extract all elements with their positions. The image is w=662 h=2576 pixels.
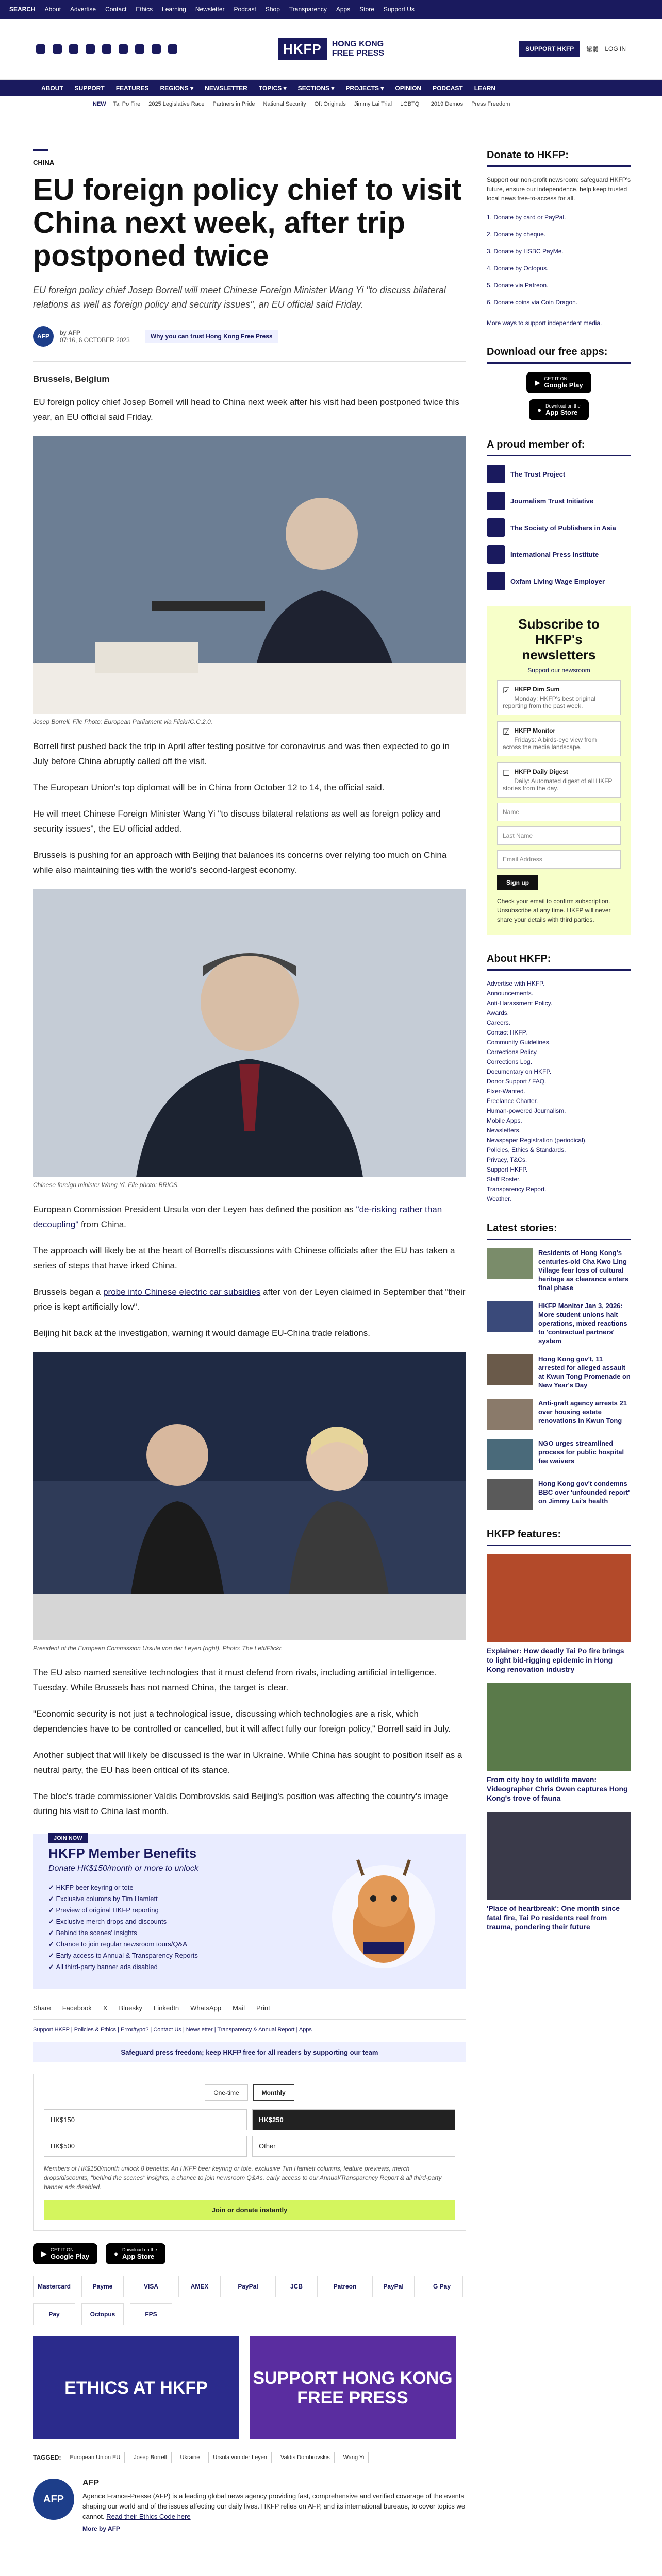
trending-link[interactable]: Partners in Pride — [212, 101, 255, 107]
benefit-item: ✓ Early access to Annual & Transparency Reports — [48, 1952, 198, 1960]
share-link[interactable]: LinkedIn — [154, 2004, 179, 2012]
about-links — [487, 979, 631, 1204]
payment-logo: Mastercard — [33, 2276, 75, 2297]
latest-story[interactable] — [487, 1248, 631, 1292]
about-link[interactable]: Privacy, T&Cs. — [487, 1156, 527, 1163]
caption-3: President of the European Commission Ursula von der Leyen (right). Photo: The Left/Flickr. — [33, 1645, 283, 1652]
author-bio — [82, 2491, 466, 2522]
site-header — [0, 19, 662, 80]
mascot-illustration — [322, 1855, 445, 1978]
newsletter-checkbox[interactable]: ☑ — [503, 687, 510, 696]
member-icon — [487, 572, 505, 590]
about-link[interactable]: Newspaper Registration (periodical). — [487, 1137, 587, 1144]
instagram-icon[interactable] — [69, 44, 78, 54]
latest-thumb — [487, 1354, 533, 1385]
latest-thumb — [487, 1301, 533, 1332]
nav-item[interactable]: NEWSLETTER — [205, 84, 247, 92]
trending-link[interactable]: Jimmy Lai Trial — [354, 101, 392, 107]
newsletter-option[interactable] — [497, 762, 621, 798]
logo-mark: HKFP — [278, 38, 327, 60]
tag-link[interactable]: Josep Borrell — [129, 2452, 171, 2463]
nav-item[interactable]: REGIONS ▾ — [160, 84, 194, 92]
about-link[interactable]: Weather. — [487, 1195, 511, 1202]
latest-title[interactable]: NGO urges streamlined process for public hospital fee waivers — [538, 1439, 624, 1465]
latest-title[interactable]: Hong Kong gov't condemns BBC over 'unfounded report' on Jimmy Lai's health — [538, 1480, 630, 1505]
amount-option[interactable]: HK$500 — [44, 2136, 247, 2157]
paragraph-3: The European Union's top diplomat will be in China from October 12 to 14, the official said. — [33, 783, 385, 792]
donate-text: Support our non-profit newsroom: safeguard HKFP's future, ensure our independence, help keep trusted local news free-to-access for all. — [487, 176, 631, 202]
latest-title[interactable]: HKFP Monitor Jan 3, 2026: More student unions halt operations, mixed reactions to 'contractual partners' system — [538, 1302, 627, 1345]
newsletter-name: HKFP Dim Sum — [514, 686, 560, 693]
author-box — [33, 2479, 466, 2532]
newsletter-option[interactable] — [497, 680, 621, 715]
feature-stories — [487, 1554, 631, 1931]
paragraph-8-a: Brussels began a — [33, 1287, 104, 1297]
facebook-icon[interactable] — [36, 44, 45, 54]
share-link[interactable]: Share — [33, 2004, 51, 2012]
paragraph-2: Borrell first pushed back the trip in April after testing positive for coronavirus and was then expected to go in July before China abruptly called off the visit. — [33, 741, 450, 766]
signup-note: Check your email to confirm subscription. Unsubscribe at any time. HKFP will never share your details with third parties. — [497, 897, 611, 923]
trending-link[interactable]: LGBTQ+ — [400, 101, 423, 107]
afp-logo[interactable]: AFP — [33, 2479, 74, 2520]
latest-story[interactable] — [487, 1301, 631, 1345]
paragraph-13: The bloc's trade commissioner Valdis Dombrovskis said Beijing's position was affecting the country's image during his visit to China last month. — [33, 1791, 448, 1816]
site-logo[interactable] — [201, 38, 461, 60]
benefit-item: ✓ All third-party banner ads disabled — [48, 1963, 198, 1971]
donate-widget — [33, 2074, 466, 2231]
about-link[interactable]: Announcements. — [487, 990, 534, 997]
nav-item[interactable]: OPINION — [395, 84, 422, 92]
donate-option[interactable]: 4. Donate by Octopus. — [487, 260, 631, 277]
email-input[interactable]: Email Address — [497, 850, 621, 869]
sidebar — [487, 149, 631, 1941]
sidebar-google-play[interactable] — [526, 372, 591, 393]
dateline: Brussels, Belgium — [33, 374, 110, 384]
google-play-label: Google Play — [51, 2252, 90, 2260]
about-link[interactable]: Human-powered Journalism. — [487, 1107, 566, 1114]
sidebar-app-store[interactable] — [529, 399, 588, 420]
donate-option[interactable]: 2. Donate by cheque. — [487, 226, 631, 243]
member-name: International Press Institute — [510, 550, 599, 558]
feature-title[interactable]: 'Place of heartbreak': One month since fatal fire, Tai Po residents reel from trauma, pondering their future — [487, 1904, 620, 1931]
new-label: NEW — [93, 101, 106, 107]
member-logo[interactable] — [487, 465, 631, 483]
topbar-link[interactable]: About — [44, 6, 61, 13]
nav-item[interactable]: PROJECTS ▾ — [345, 84, 384, 92]
latest-thumb — [487, 1399, 533, 1430]
section-label[interactable]: CHINA — [33, 159, 55, 166]
payment-logo: Pay — [33, 2303, 75, 2325]
top-utility-bar — [0, 0, 662, 19]
latest-heading: Latest stories: — [487, 1223, 631, 1240]
paragraph-1: EU foreign policy chief Josep Borrell will head to China next week after his visit had been postponed twice this year, an EU official said Friday. — [33, 397, 459, 422]
member-logos — [487, 465, 631, 590]
payment-logo: PayPal — [372, 2276, 415, 2297]
one-time-option[interactable]: One-time — [205, 2084, 247, 2101]
header-actions — [461, 41, 626, 57]
author-avatar[interactable]: AFP — [33, 326, 54, 347]
borrell-photo-illustration — [33, 436, 466, 714]
linkedin-icon[interactable] — [119, 44, 128, 54]
google-play-button[interactable] — [33, 2243, 97, 2264]
language-toggle[interactable]: 繁體 — [586, 45, 599, 53]
latest-title[interactable]: Residents of Hong Kong's centuries-old Cha Kwo Ling Village fear loss of cultural heritage as clearance enters final phase — [538, 1249, 628, 1292]
share-link[interactable]: Print — [256, 2004, 270, 2012]
member-name: The Society of Publishers in Asia — [510, 523, 616, 532]
more-by-author[interactable]: More by AFP — [82, 2525, 120, 2532]
tags-label: TAGGED: — [33, 2454, 61, 2461]
wang-yi-photo — [33, 889, 466, 1177]
support-promo[interactable]: SUPPORT HONG KONG FREE PRESS — [250, 2336, 456, 2439]
search-link[interactable]: SEARCH — [9, 6, 36, 13]
latest-title[interactable]: Hong Kong gov't, 11 arrested for alleged assault at Kwun Tong Promenade on New Year's Day — [538, 1355, 631, 1389]
apple-icon: ● — [114, 2250, 118, 2258]
apps-heading: Download our free apps: — [487, 346, 631, 364]
donate-note: Members of HK$150/month unlock 8 benefits: An HKFP beer keyring or tote, exclusive Tim Hamlett columns, feature previews, merch drops/discounts, "behind the scenes" insights, a chance to join newsroom Q&As, early access to our Annual/Transparency Report & all third-party banner ads disabled. — [44, 2165, 442, 2191]
amount-options — [44, 2109, 455, 2157]
about-link[interactable]: Fixer-Wanted. — [487, 1088, 525, 1095]
author-box-name[interactable]: AFP — [82, 2479, 99, 2487]
payment-logo: PayPal — [227, 2276, 269, 2297]
about-link[interactable]: Donor Support / FAQ. — [487, 1078, 547, 1085]
latest-thumb — [487, 1439, 533, 1470]
main-navigation — [0, 80, 662, 96]
trending-links — [113, 101, 519, 107]
app-store-label: App Store — [122, 2252, 155, 2260]
amount-option[interactable]: Other — [252, 2136, 455, 2157]
about-link[interactable]: Mobile Apps. — [487, 1117, 522, 1124]
donate-option[interactable]: 5. Donate via Patreon. — [487, 277, 631, 294]
about-link[interactable]: Corrections Policy. — [487, 1048, 538, 1056]
trending-link[interactable]: 2025 Legislative Race — [148, 101, 205, 107]
author-name[interactable]: AFP — [68, 329, 81, 336]
subscribe-heading: Subscribe to HKFP's newsletters — [518, 616, 600, 663]
benefit-item: ✓ Preview of original HKFP reporting — [48, 1906, 198, 1914]
about-link[interactable]: Policies, Ethics & Standards. — [487, 1146, 566, 1154]
topbar-link[interactable]: Support Us — [383, 6, 415, 13]
about-link[interactable]: Careers. — [487, 1019, 511, 1026]
article-title: EU foreign policy chief to visit China next week, after trip postponed twice — [33, 173, 462, 273]
share-row — [33, 2004, 466, 2020]
about-link[interactable]: Corrections Log. — [487, 1058, 533, 1065]
trending-link[interactable]: Oft Originals — [314, 101, 346, 107]
subscribe-support-link[interactable]: Support our newsroom — [527, 667, 590, 674]
paragraph-8-b: after von der Leyen claimed in September that "their price is kept artificially low". — [33, 1287, 466, 1312]
support-banner[interactable]: Safeguard press freedom; keep HKFP free for all readers by supporting our team — [33, 2042, 466, 2062]
tag-link[interactable]: Ursula von der Leyen — [208, 2452, 272, 2463]
section-rule — [33, 149, 48, 151]
payment-logo: Patreon — [324, 2276, 366, 2297]
about-link[interactable]: Newsletters. — [487, 1127, 521, 1134]
benefit-item: ✓ Behind the scenes' insights — [48, 1929, 198, 1937]
member-benefits-banner[interactable] — [33, 1834, 466, 1989]
member-logo[interactable] — [487, 518, 631, 537]
member-icon — [487, 545, 505, 564]
benefits-list — [48, 1884, 198, 1974]
topbar-link[interactable]: Shop — [265, 6, 280, 13]
sidebar-apple-icon: ● — [537, 406, 542, 414]
benefits-title: HKFP Member Benefits — [48, 1845, 197, 1861]
topbar-link[interactable]: Transparency — [289, 6, 327, 13]
paragraph-8 — [33, 1284, 466, 1314]
article-footer-links[interactable]: Support HKFP | Policies & Ethics | Error/typo? | Contact Us | Newsletter | Transparency & Annual Report | Apps — [33, 2027, 312, 2033]
publish-date: 07:16, 6 OCTOBER 2023 — [60, 336, 130, 344]
donate-option[interactable]: 3. Donate by HSBC PayMe. — [487, 243, 631, 260]
newsletter-checkbox[interactable]: ☑ — [503, 728, 510, 737]
payment-logo: FPS — [130, 2303, 172, 2325]
divider — [33, 361, 466, 362]
feature-image[interactable] — [487, 1812, 631, 1900]
payment-logo: AMEX — [178, 2276, 221, 2297]
newsletter-options — [497, 680, 621, 798]
social-icons — [36, 44, 201, 54]
newsletter-desc: Daily: Automated digest of all HKFP stories from the day. — [503, 777, 613, 792]
about-link[interactable]: Documentary on HKFP. — [487, 1068, 552, 1075]
mail-icon[interactable] — [152, 44, 161, 54]
amount-option[interactable]: HK$250 — [252, 2109, 455, 2130]
paragraph-10: The EU also named sensitive technologies that it must defend from rivals, including artificial intelligence. Tuesday. While Brussels has not named China, the target is clear. — [33, 1668, 437, 1692]
google-play-small: GET IT ON — [51, 2247, 74, 2252]
nav-item[interactable]: PODCAST — [433, 84, 463, 92]
features-heading: HKFP features: — [487, 1529, 631, 1546]
utility-links — [45, 6, 424, 13]
payment-logo: Payme — [81, 2276, 124, 2297]
payment-methods — [33, 2276, 466, 2325]
donate-option[interactable]: 6. Donate coins via Coin Dragon. — [487, 294, 631, 311]
newsletter-signup — [487, 606, 631, 935]
app-store-buttons — [33, 2243, 466, 2264]
about-link[interactable]: Support HKFP. — [487, 1166, 528, 1173]
tag-link[interactable]: Ukraine — [176, 2452, 205, 2463]
byline-prefix: by — [60, 329, 67, 336]
newsletter-desc: Monday: HKFP's best original reporting from the past week. — [503, 695, 596, 709]
ethics-promo[interactable]: ETHICS AT HKFP — [33, 2336, 239, 2439]
tag-link[interactable]: Valdis Dombrovskis — [276, 2452, 335, 2463]
tag-link[interactable]: Wang Yi — [339, 2452, 369, 2463]
sidebar-apple-small: Download on the — [545, 403, 581, 409]
join-now-badge[interactable]: JOIN NOW — [48, 1833, 88, 1843]
promo-banners — [33, 2336, 466, 2439]
rss-icon[interactable] — [168, 44, 177, 54]
benefit-item: ✓ Exclusive columns by Tim Hamlett — [48, 1895, 198, 1903]
name-input[interactable]: Name — [497, 803, 621, 821]
latest-title[interactable]: Anti-graft agency arrests 21 over housing estate renovations in Kwun Tong — [538, 1399, 627, 1425]
payment-logo: JCB — [275, 2276, 318, 2297]
member-icon — [487, 518, 505, 537]
trending-bar — [0, 96, 662, 112]
logo-text — [332, 40, 384, 58]
share-link[interactable]: X — [103, 2004, 108, 2012]
member-icon — [487, 465, 505, 483]
latest-thumb — [487, 1479, 533, 1510]
sidebar-google-label: Google Play — [544, 381, 583, 389]
latest-story[interactable] — [487, 1354, 631, 1389]
byline-text — [60, 329, 130, 344]
share-link[interactable]: Mail — [233, 2004, 245, 2012]
join-donate-button[interactable]: Join or donate instantly — [44, 2200, 455, 2220]
sidebar-play-icon: ▶ — [535, 378, 540, 386]
wang-yi-photo-illustration — [33, 889, 466, 1177]
member-name: Oxfam Living Wage Employer — [510, 577, 605, 585]
member-heading: A proud member of: — [487, 439, 631, 456]
latest-story[interactable] — [487, 1399, 631, 1430]
latest-story[interactable] — [487, 1479, 631, 1510]
about-link[interactable]: Contact HKFP. — [487, 1029, 527, 1036]
paragraph-12: Another subject that will likely be discussed is the war in Ukraine. While China has sought to position itself as a neutral party, the EU has been critical of its stance. — [33, 1750, 462, 1775]
nav-item[interactable]: SUPPORT — [74, 84, 105, 92]
frequency-toggle — [44, 2084, 455, 2101]
paragraph-5: Brussels is pushing for an approach with Beijing that balances its concerns over relying too much on China while also maintaining ties with the world's second-largest economy. — [33, 850, 447, 875]
ethics-code-link[interactable]: Read their Ethics Code here — [106, 2513, 191, 2520]
nav-item[interactable]: LEARN — [474, 84, 496, 92]
newsletter-checkbox[interactable]: ☐ — [503, 769, 510, 778]
share-link[interactable]: Facebook — [62, 2004, 92, 2012]
de-risking-link[interactable]: "de-risking rather than decoupling" — [33, 1205, 442, 1229]
topbar-link[interactable]: Ethics — [136, 6, 153, 13]
logo-line-1: HONG KONG — [332, 40, 384, 48]
benefit-item: ✓ Exclusive merch drops and discounts — [48, 1918, 198, 1926]
play-icon: ▶ — [41, 2249, 46, 2258]
donate-option[interactable]: 1. Donate by card or PayPal. — [487, 209, 631, 226]
about-link[interactable]: Anti-Harassment Policy. — [487, 999, 553, 1007]
caption-2: Chinese foreign minister Wang Yi. File photo: BRICS. — [33, 1181, 179, 1189]
payment-logo: G Pay — [421, 2276, 463, 2297]
benefit-item: ✓ Chance to join regular newsroom tours/Q&A — [48, 1940, 198, 1948]
trending-link[interactable]: Tai Po Fire — [113, 101, 141, 107]
paragraph-6 — [33, 1202, 466, 1232]
topbar-link[interactable]: Apps — [336, 6, 351, 13]
feature-image[interactable] — [487, 1683, 631, 1771]
caption-1: Josep Borrell. File Photo: European Parliament via Flickr/C.C.2.0. — [33, 718, 213, 725]
app-store-small: Download on the — [122, 2247, 157, 2252]
logo-line-2: FREE PRESS — [332, 49, 385, 58]
topbar-link[interactable]: Newsletter — [195, 6, 225, 13]
nav-item[interactable]: SECTIONS ▾ — [297, 84, 335, 92]
last-name-input[interactable]: Last Name — [497, 826, 621, 845]
paragraph-7: The approach will likely be at the heart of Borrell's discussions with Chinese officials after the EU has taken a series of steps that have irked China. — [33, 1246, 455, 1270]
member-logo[interactable] — [487, 572, 631, 590]
sidebar-apple-label: App Store — [545, 409, 578, 416]
nav-item[interactable]: ABOUT — [41, 84, 63, 92]
benefits-subtitle: Donate HK$150/month or more to unlock — [48, 1864, 198, 1873]
share-link[interactable]: Bluesky — [119, 2004, 142, 2012]
member-logo[interactable] — [487, 492, 631, 510]
share-link[interactable]: WhatsApp — [190, 2004, 222, 2012]
feature-title[interactable]: From city boy to wildlife maven: Videographer Chris Owen captures Hong Kong's trove of fauna — [487, 1775, 628, 1802]
author-info — [82, 2479, 466, 2532]
newsletter-desc: Fridays: A birds-eye view from across the media landscape. — [503, 736, 597, 751]
trending-link[interactable]: 2019 Demos — [431, 101, 464, 107]
latest-story[interactable] — [487, 1439, 631, 1470]
sidebar-app-buttons — [487, 372, 631, 420]
paragraph-9: Beijing hit back at the investigation, warning it would damage EU-China trade relations. — [33, 1328, 370, 1338]
von-der-leyen-photo — [33, 1352, 466, 1640]
ev-probe-link[interactable]: probe into Chinese electric car subsidies — [103, 1287, 261, 1297]
payment-logo: VISA — [130, 2276, 172, 2297]
tag-link[interactable]: European Union EU — [65, 2452, 125, 2463]
author-bio-text: Agence France-Presse (AFP) is a leading global news agency providing fast, comprehensive and verified coverage of the events shaping our world and of the issues affecting our daily lives. HKFP relies on AFP, and its international bureaus, to cover topics we cannot. — [82, 2492, 466, 2520]
threads-icon[interactable] — [86, 44, 95, 54]
member-name: Journalism Trust Initiative — [510, 497, 594, 505]
app-store-button[interactable] — [106, 2243, 165, 2264]
article-standfirst: EU foreign policy chief Josep Borrell will meet Chinese Foreign Minister Wang Yi "to discuss bilateral relations as well as foreign policy and security issues", an EU official said Friday. — [33, 285, 446, 310]
feature-title[interactable]: Explainer: How deadly Tai Po fire brings to light bid-rigging epidemic in Hong Kong renovation industry — [487, 1647, 624, 1673]
donate-heading: Donate to HKFP: — [487, 149, 631, 167]
payment-logo: Octopus — [81, 2303, 124, 2325]
byline — [33, 326, 466, 347]
paragraph-4: He will meet Chinese Foreign Minister Wang Yi "to discuss bilateral relations as well as foreign policy and security issues", the EU official added. — [33, 809, 441, 834]
bluesky-icon[interactable] — [102, 44, 111, 54]
about-link[interactable]: Community Guidelines. — [487, 1039, 551, 1046]
article — [33, 149, 466, 2532]
trending-link[interactable]: Press Freedom — [471, 101, 510, 107]
about-heading: About HKFP: — [487, 953, 631, 971]
borrell-photo — [33, 436, 466, 714]
donate-options — [487, 209, 631, 311]
more-ways-link[interactable]: More ways to support independent media. — [487, 319, 602, 327]
member-name: The Trust Project — [510, 470, 566, 478]
signup-button[interactable]: Sign up — [497, 875, 538, 890]
login-link[interactable]: LOG IN — [605, 45, 626, 53]
x-icon[interactable] — [53, 44, 62, 54]
benefit-item: ✓ HKFP beer keyring or tote — [48, 1884, 198, 1892]
amount-option[interactable]: HK$150 — [44, 2109, 247, 2130]
youtube-icon[interactable] — [135, 44, 144, 54]
about-link[interactable]: Staff Roster. — [487, 1176, 521, 1183]
member-logo[interactable] — [487, 545, 631, 564]
topbar-link[interactable]: Advertise — [70, 6, 96, 13]
topbar-link[interactable]: Store — [359, 6, 374, 13]
topbar-link[interactable]: Learning — [162, 6, 186, 13]
paragraph-6-a: European Commission President Ursula von der Leyen has defined the position as — [33, 1205, 356, 1214]
support-button[interactable]: SUPPORT HKFP — [519, 41, 580, 57]
latest-thumb — [487, 1248, 533, 1279]
sidebar-google-small: GET IT ON — [544, 376, 568, 381]
about-link[interactable]: Advertise with HKFP. — [487, 980, 544, 987]
about-link[interactable]: Freelance Charter. — [487, 1097, 538, 1105]
latest-stories — [487, 1248, 631, 1510]
nav-item[interactable]: FEATURES — [115, 84, 149, 92]
von-der-leyen-photo-illustration — [33, 1352, 466, 1640]
trending-link[interactable]: National Security — [263, 101, 306, 107]
monthly-option[interactable]: Monthly — [253, 2084, 294, 2101]
about-link[interactable]: Awards. — [487, 1009, 509, 1016]
newsletter-option[interactable] — [497, 721, 621, 756]
topbar-link[interactable]: Contact — [105, 6, 127, 13]
paragraph-11: "Economic security is not just a technological issue, discussing which technologies are a risk, which dependencies have to be controlled or cancelled, but it will affect fully our foreign policy," Borrell said in July. — [33, 1709, 451, 1734]
member-icon — [487, 492, 505, 510]
nav-item[interactable]: TOPICS ▾ — [258, 84, 287, 92]
newsletter-name: HKFP Daily Digest — [514, 768, 568, 775]
paragraph-6-b: from China. — [78, 1219, 126, 1229]
about-link[interactable]: Transparency Report. — [487, 1185, 547, 1193]
article-tags — [33, 2452, 466, 2463]
feature-image[interactable] — [487, 1554, 631, 1642]
more-ways-wrap — [487, 318, 631, 328]
newsletter-name: HKFP Monitor — [514, 727, 556, 734]
topbar-link[interactable]: Podcast — [234, 6, 256, 13]
trust-link[interactable]: Why you can trust Hong Kong Free Press — [145, 330, 278, 343]
